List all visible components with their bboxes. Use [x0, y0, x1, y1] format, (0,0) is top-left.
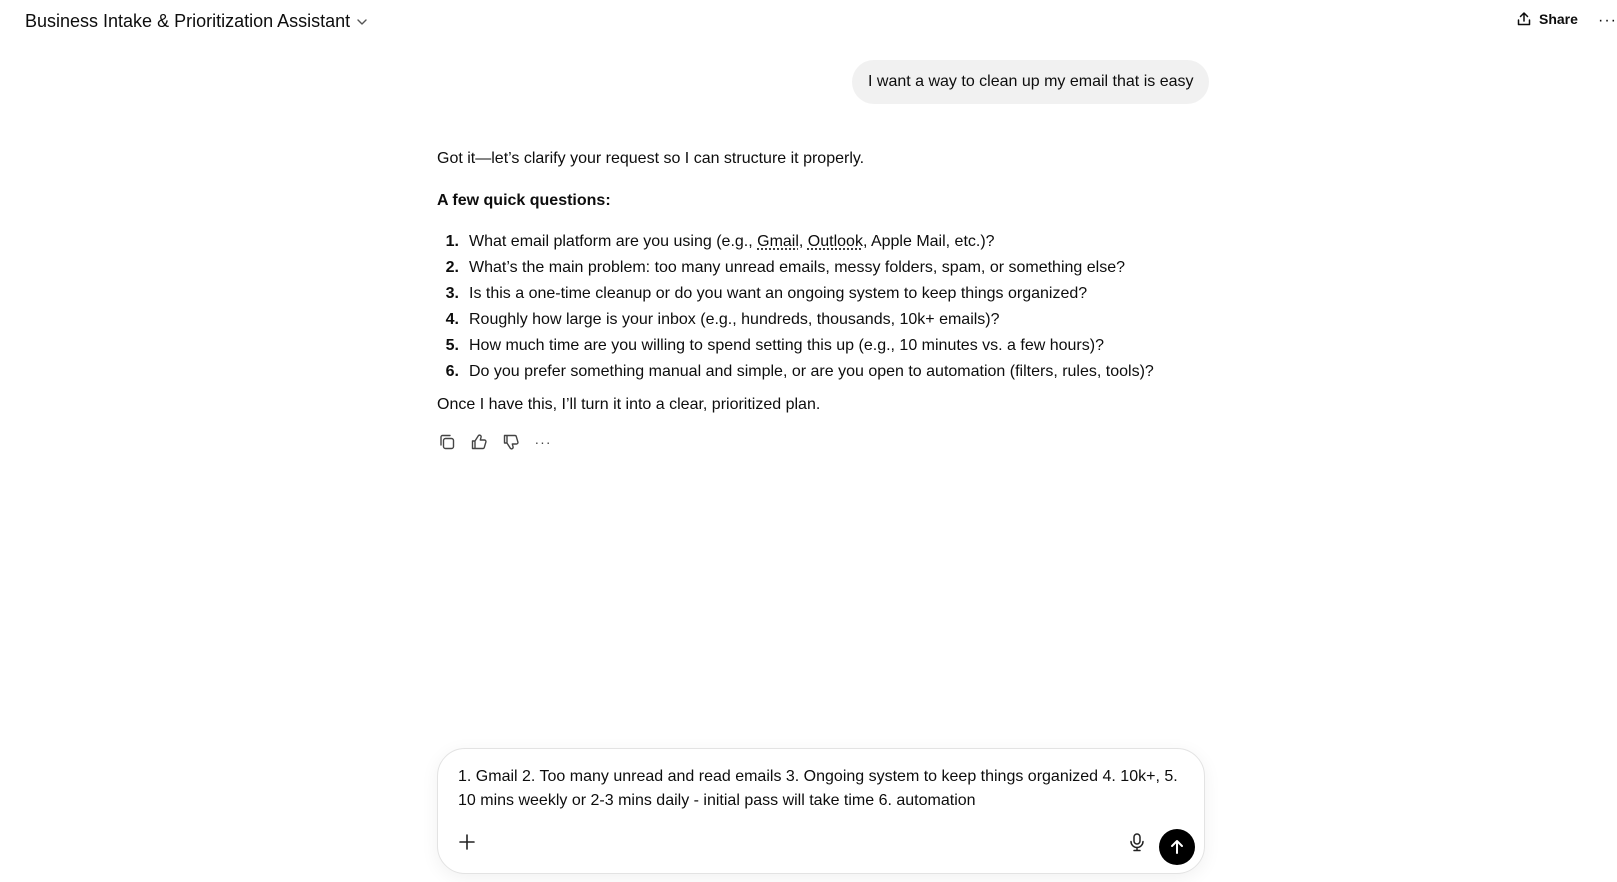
list-number: 4. — [445, 311, 459, 328]
list-item — [437, 307, 1177, 333]
list-item — [437, 255, 1177, 281]
list-number: 3. — [445, 285, 459, 302]
app-title: Business Intake & Prioritization Assistant — [25, 11, 351, 31]
list-number: 6. — [445, 363, 459, 380]
model-selector[interactable] — [25, 11, 368, 32]
chevron-down-icon — [356, 16, 368, 28]
thumbs-down-icon — [502, 433, 520, 451]
questions-heading: A few quick questions: — [437, 192, 611, 209]
outlook-link[interactable]: Outlook — [807, 233, 863, 250]
list-item — [437, 229, 1177, 255]
list-number: 2. — [445, 259, 459, 276]
gmail-link[interactable]: Gmail — [757, 233, 799, 250]
share-button[interactable] — [1516, 11, 1578, 27]
list-text: Do you prefer something manual and simple, or are you open to automation (filters, rules, tools)? — [469, 363, 1154, 380]
list-number: 5. — [445, 337, 459, 354]
list-item — [437, 359, 1177, 385]
bad-response-button[interactable] — [501, 432, 521, 452]
assistant-message — [437, 146, 1177, 434]
thumbs-up-icon — [470, 433, 488, 451]
copy-icon — [438, 433, 456, 451]
send-button[interactable] — [1159, 829, 1195, 865]
list-text: What email platform are you using (e.g., Gmail, Outlook, Apple Mail, etc.)? — [469, 233, 995, 250]
list-item — [437, 281, 1177, 307]
message-actions — [437, 432, 553, 452]
message-composer — [437, 748, 1205, 874]
plus-icon[interactable] — [456, 831, 478, 853]
assistant-closing: Once I have this, I’ll turn it into a clear, prioritized plan. — [437, 396, 821, 413]
top-bar — [0, 0, 1617, 44]
list-text: Is this a one-time cleanup or do you want an ongoing system to keep things organized? — [469, 285, 1088, 302]
arrow-up-icon — [1168, 838, 1186, 856]
more-options-button[interactable]: ··· — [1598, 12, 1617, 29]
user-message: I want a way to clean up my email that is easy — [852, 60, 1209, 104]
copy-button[interactable] — [437, 432, 457, 452]
list-text: What’s the main problem: too many unread emails, messy folders, spam, or something else? — [469, 259, 1125, 276]
list-text: Roughly how large is your inbox (e.g., hundreds, thousands, 10k+ emails)? — [469, 311, 1000, 328]
message-input[interactable]: 1. Gmail 2. Too many unread and read emails 3. Ongoing system to keep things organized 4. 10k+, 5. 10 mins weekly or 2-3 mins daily - initial pass will take time 6. automation — [458, 768, 1178, 809]
assistant-intro: Got it—let’s clarify your request so I can structure it properly. — [437, 150, 865, 167]
more-actions-button[interactable]: ··· — [534, 434, 552, 450]
questions-list — [437, 229, 1177, 385]
list-text: How much time are you willing to spend setting this up (e.g., 10 minutes vs. a few hours)? — [469, 337, 1104, 354]
list-item — [437, 333, 1177, 359]
good-response-button[interactable] — [469, 432, 489, 452]
share-label: Share — [1539, 11, 1578, 27]
list-number: 1. — [445, 233, 459, 250]
share-icon — [1516, 11, 1532, 27]
microphone-icon[interactable] — [1126, 831, 1148, 853]
